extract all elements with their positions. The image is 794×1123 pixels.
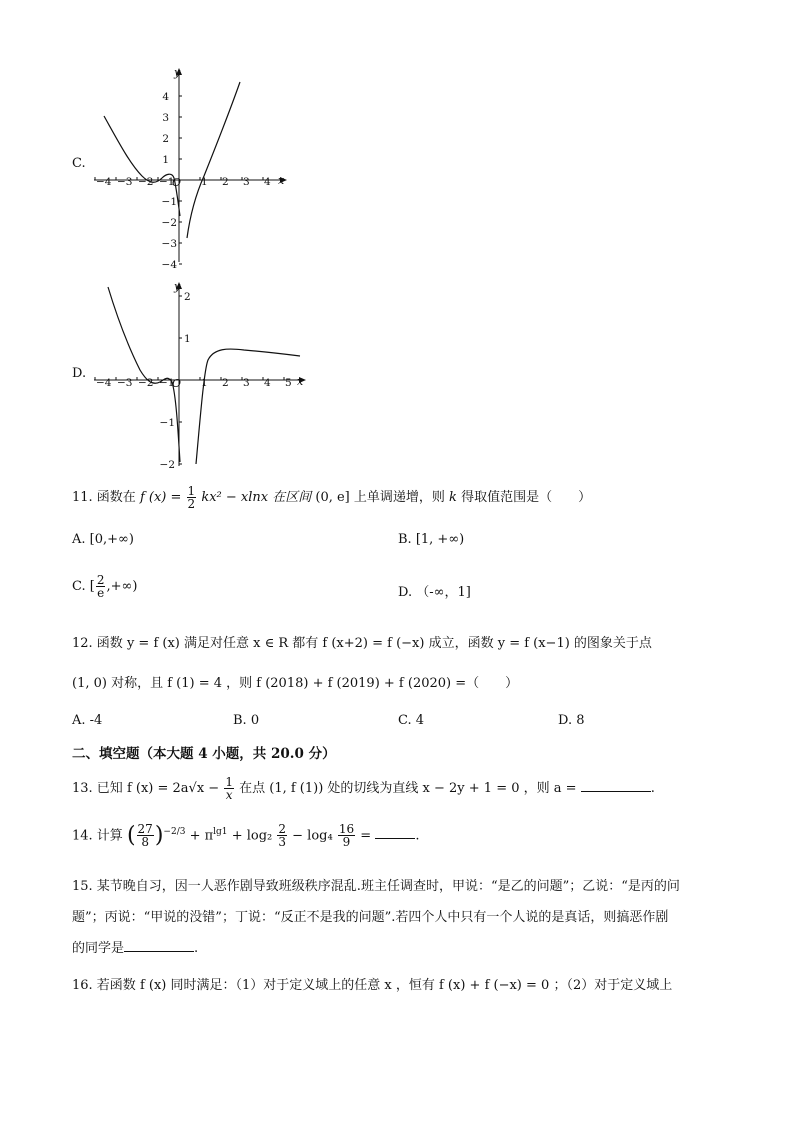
q14-eq: = [360,828,372,844]
q16-line1: 16. 若函数 f (x) 同时满足：（1）对于定义域上的任意 x ，恒有 f (x) + f (−x) = 0 ；（2）对于定义域上 [72,978,673,993]
q12-option-b: B. 0 [233,713,260,728]
x-tick-label: 4 [264,377,271,389]
y-tick-label: −2 [159,459,175,471]
x-tick-label: 2 [222,377,229,389]
q11-fx: f (x) = [139,490,182,505]
q11-c-post: ,+∞) [106,579,138,594]
x-tick-label: −4 [96,377,112,389]
y-tick-label: −1 [161,196,177,208]
q14-mid: + π [189,828,214,844]
x-tick-label: 4 [264,176,271,188]
graph-option-d [68,280,318,470]
q13-post: 在点 (1, f (1)) 处的切线为直线 x − 2y + 1 = 0 ，则 a = [239,781,577,796]
q15-answer-blank[interactable] [124,951,194,952]
q12-option-a: A. -4 [72,713,103,728]
q15-line3 [72,939,198,959]
q11-fraction: $\frac{1}{2}$ [187,484,196,511]
q14-pre: 14. 计算 [72,828,123,844]
x-tick-label: −2 [138,176,154,188]
question-14: 14. 计算 ( $\frac{27}{8}$ )$^{-2/3} + \pi^{lg1} + \log_2$ $\frac{2}{3}$ − log₄ $\frac{16}{9}$ = . [72,822,420,850]
q11-k: k [449,490,457,505]
q11-tail2: 得取值范围是（ ） [461,490,592,505]
x-tick-label: 3 [243,377,250,389]
y-tick-label: −2 [161,217,177,229]
q14-log2: − log₄ [292,828,333,844]
y-tick-label: −3 [161,238,177,250]
x-tick-label: 3 [243,176,250,188]
origin-label: O [172,176,182,189]
x-axis-label: x [297,375,304,388]
q11-option-a: A. [0,+∞) [72,532,134,547]
y-tick-label: 1 [162,154,169,166]
q12-option-c: C. 4 [398,713,425,728]
option-c-label: C. [72,156,86,171]
y-tick-label: 1 [184,333,191,345]
x-tick-label: 1 [201,377,208,389]
q14-answer-blank[interactable] [375,838,415,839]
y-axis-label: y [174,66,181,79]
q14-pi-exp: lg1 [213,827,228,837]
y-tick-label: 2 [184,291,191,303]
q11-option-c [72,574,137,599]
y-tick-label: 4 [162,91,169,103]
x-tick-label: 5 [285,377,292,389]
q11-c-fraction: $\frac{2}{e}$ [96,573,105,600]
curve-right [196,349,300,464]
q14-log1-fraction: $\frac{2}{3}$ [278,822,287,850]
q15-line2: 题”；丙说：“甲说的没错”；丁说：“反正不是我的问题”.若四个人中只有一个人说的是真话，则搞恶作剧 [72,910,669,925]
x-tick-label: −2 [138,377,154,389]
graph-d-svg [68,280,318,470]
q14-log1: + log₂ [231,828,273,844]
curve-right [187,82,240,238]
origin-label: O [172,377,182,390]
y-axis-label: y [174,280,181,293]
q11-c-pre: C. [ [72,579,95,594]
section-fill-in: 二、填空题（本大题 4 小题，共 20.0 分） [72,746,336,762]
y-tick-label: −1 [159,417,175,429]
q14-base: $\frac{27}{8}$ [137,822,153,850]
q15-end: . [194,941,199,956]
question-13 [72,776,655,801]
graph-c-svg [68,66,298,271]
q14-end: . [415,828,420,844]
q13-end: . [650,781,655,796]
question-11 [72,485,591,510]
q14-exp: −2/3 [163,827,186,837]
q11-tail: 上单调递增，则 [353,490,445,505]
x-tick-label: −3 [117,377,133,389]
q13-answer-blank[interactable] [581,791,651,792]
x-tick-label: −1 [159,377,175,389]
q11-num: 11. 函数在 [72,490,136,505]
x-tick-label: 2 [222,176,229,188]
q12-option-d: D. 8 [558,713,585,728]
graph-option-c [68,66,298,271]
q12-line2: (1, 0) 对称，且 f (1) = 4 ，则 f (2018) + f (2019) + f (2020) =（ ） [72,676,519,691]
x-tick-label: −3 [117,176,133,188]
q14-log2-fraction: $\frac{16}{9}$ [338,822,355,850]
q15-line3-text: 的同学是 [72,941,125,956]
y-tick-label: 3 [162,112,169,124]
option-d-label: D. [72,366,87,381]
q11-rest: kx² − xlnx 在区间 [201,490,312,505]
y-tick-label: −4 [161,259,177,271]
q11-option-d: D. （-∞，1] [398,585,471,600]
q11-interval: (0, e] [315,490,350,505]
q13-pre: 13. 已知 f (x) = 2a√x − [72,781,220,796]
curve-left [108,287,180,462]
q13-fraction: $\frac{1}{x}$ [225,775,233,802]
x-tick-label: −4 [96,176,112,188]
y-tick-label: 2 [162,133,169,145]
x-tick-label: −1 [159,176,175,188]
x-tick-label: 1 [201,176,208,188]
q15-line1: 15. 某节晚自习，因一人恶作剧导致班级秩序混乱.班主任调查时，甲说：“是乙的问题”；乙说：“是丙的问 [72,879,680,894]
x-axis-label: x [278,174,285,187]
q11-option-b: B. [1, +∞) [398,532,465,547]
q12-line1: 12. 函数 y = f (x) 满足对任意 x ∈ R 都有 f (x+2) = f (−x) 成立，函数 y = f (x−1) 的图象关于点 [72,636,652,651]
